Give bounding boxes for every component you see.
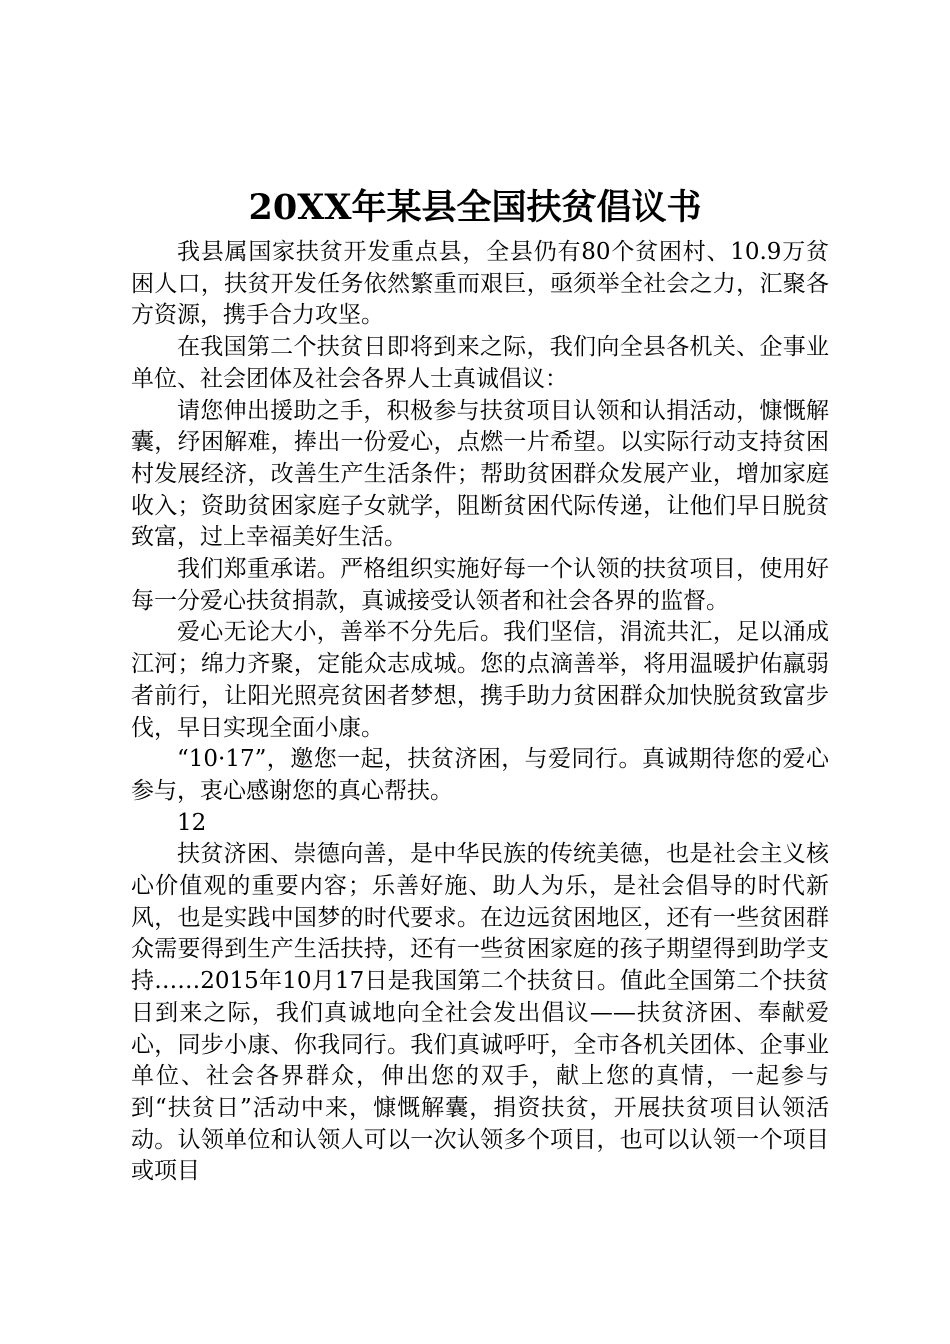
paragraph-promise: 我们郑重承诺。严格组织实施好每一个认领的扶贫项目，使用好每一分爱心扶贫捐款，真诚接受认领者和社会各界的监督。 [131,556,829,614]
section-number: 12 [177,809,207,836]
paragraph-second-proposal: 扶贫济困、崇德向善，是中华民族的传统美德，也是社会主义核心价值观的重要内容；乐善好施、助人为乐，是社会倡导的时代新风，也是实践中国梦的时代要求。在边远贫困地区，还有一些贫困群众需要得到生产生活扶持，还有一些贫困家庭的孩子期望得到助学支持……2015年10月17日是我国第二个扶贫日。值此全国第二个扶贫日到来之际，我们真诚地向全社会发出倡议——扶贫济困、奉献爱心，同步小康、你我同行。我们真诚呼吁，全市各机关团体、企事业单位、社会各界群众，伸出您的双手，献上您的真情，一起参与到“扶贫日”活动中来，慷慨解囊，捐资扶贫，开展扶贫项目认领活动。认领单位和认领人可以一次认领多个项目，也可以认领一个项目或项目 [131,841,829,1185]
document-body [131,237,829,1188]
paragraph-belief: 爱心无论大小，善举不分先后。我们坚信，涓流共汇，足以涌成江河；绵力齐聚，定能众志成城。您的点滴善举，将用温暖护佑羸弱者前行，让阳光照亮贫困者梦想，携手助力贫困群众加快脱贫致富步伐，早日实现全面小康。 [131,619,829,741]
document-title: 20XX年某县全国扶贫倡议书 [248,187,702,228]
paragraph-appeal: 在我国第二个扶贫日即将到来之际，我们向全县各机关、企事业单位、社会团体及社会各界人士真诚倡议： [131,334,829,392]
paragraph-intro: 我县属国家扶贫开发重点县，全县仍有80个贫困村、10.9万贫困人口，扶贫开发任务依然繁重而艰巨，亟须举全社会之力，汇聚各方资源，携手合力攻坚。 [131,239,829,329]
paragraph-request: 请您伸出援助之手，积极参与扶贫项目认领和认捐活动，慷慨解囊，纾困解难，捧出一份爱心，点燃一片希望。以实际行动支持贫困村发展经济，改善生产生活条件；帮助贫困群众发展产业，增加家庭收入；资助贫困家庭子女就学，阻断贫困代际传递，让他们早日脱贫致富，过上幸福美好生活。 [131,397,829,551]
paragraph-invitation: “10·17”，邀您一起，扶贫济困，与爱同行。真诚期待您的爱心参与，衷心感谢您的真心帮扶。 [131,746,829,804]
